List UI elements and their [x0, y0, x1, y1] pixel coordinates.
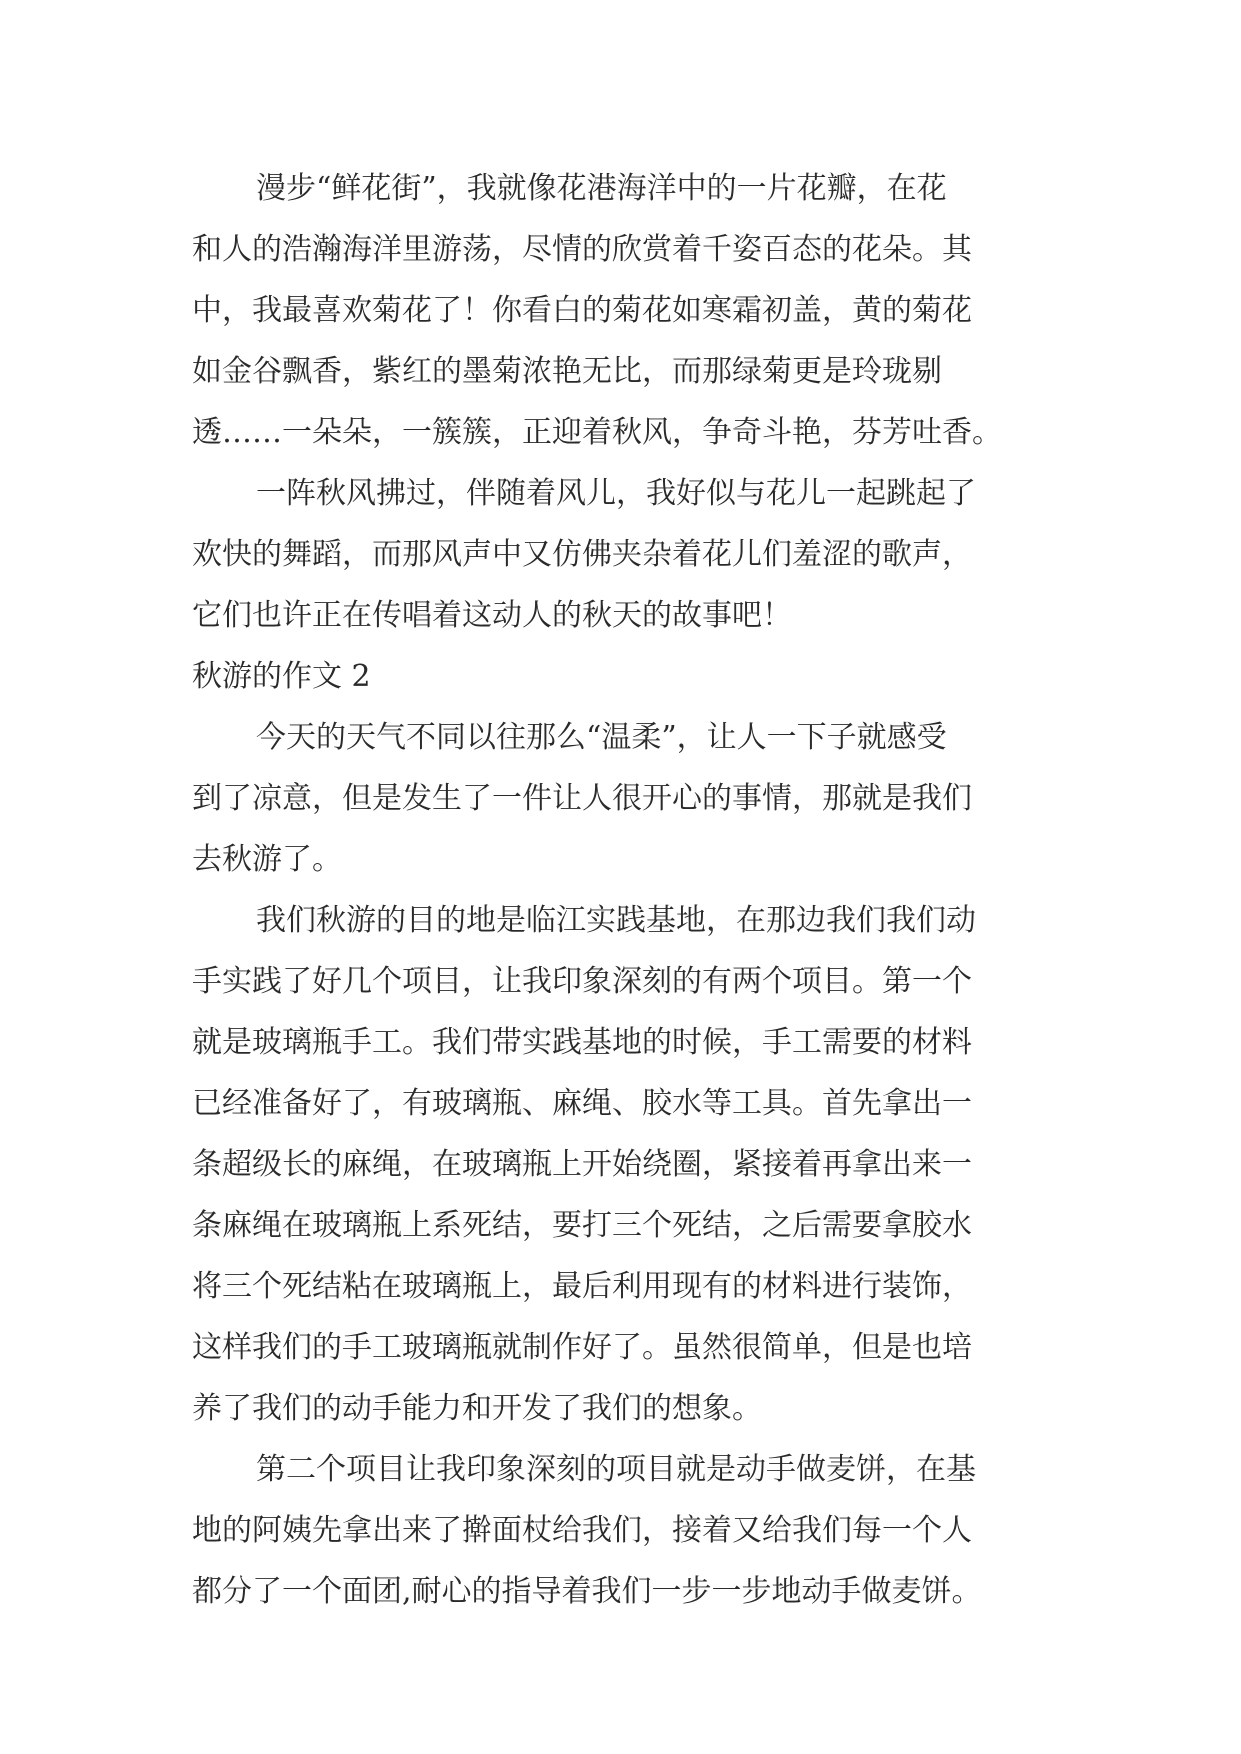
text-line: 手实践了好几个项目，让我印象深刻的有两个项目。第一个: [192, 964, 972, 999]
text-line: 条超级长的麻绳，在玻璃瓶上开始绕圈，紧接着再拿出来一: [192, 1147, 972, 1182]
section-heading: 秋游的作文 2: [192, 659, 371, 694]
text-line: 就是玻璃瓶手工。我们带实践基地的时候，手工需要的材料: [192, 1025, 972, 1060]
text-line: 今天的天气不同以往那么“温柔”，让人一下子就感受: [256, 720, 947, 755]
text-line: 一阵秋风拂过，伴随着风儿，我好似与花儿一起跳起了: [256, 476, 976, 511]
text-line: 透……一朵朵，一簇簇，正迎着秋风，争奇斗艳，芬芳吐香。: [192, 415, 1002, 450]
text-line: 到了凉意，但是发生了一件让人很开心的事情，那就是我们: [192, 781, 972, 816]
text-line: 中，我最喜欢菊花了！你看白的菊花如寒霜初盖，黄的菊花: [192, 293, 972, 328]
text-line: 和人的浩瀚海洋里游荡，尽情的欣赏着千姿百态的花朵。其: [192, 232, 972, 267]
text-line: 都分了一个面团,耐心的指导着我们一步一步地动手做麦饼。: [192, 1574, 982, 1609]
text-line: 去秋游了。: [192, 842, 342, 877]
text-line: 这样我们的手工玻璃瓶就制作好了。虽然很简单，但是也培: [192, 1330, 972, 1365]
text-line: 欢快的舞蹈，而那风声中又仿佛夹杂着花儿们羞涩的歌声，: [192, 537, 972, 572]
text-line: 将三个死结粘在玻璃瓶上，最后利用现有的材料进行装饰，: [192, 1269, 972, 1304]
text-line: 第二个项目让我印象深刻的项目就是动手做麦饼，在基: [256, 1452, 976, 1487]
text-line: 它们也许正在传唱着这动人的秋天的故事吧！: [192, 598, 792, 633]
text-line: 如金谷飘香，紫红的墨菊浓艳无比，而那绿菊更是玲珑剔: [192, 354, 942, 389]
text-line: 我们秋游的目的地是临江实践基地，在那边我们我们动: [256, 903, 976, 938]
text-line: 漫步“鲜花街”，我就像花港海洋中的一片花瓣，在花: [256, 171, 947, 206]
text-line: 条麻绳在玻璃瓶上系死结，要打三个死结，之后需要拿胶水: [192, 1208, 972, 1243]
text-line: 养了我们的动手能力和开发了我们的想象。: [192, 1391, 762, 1426]
text-line: 地的阿姨先拿出来了擀面杖给我们，接着又给我们每一个人: [192, 1513, 972, 1548]
text-line: 已经准备好了，有玻璃瓶、麻绳、胶水等工具。首先拿出一: [192, 1086, 972, 1121]
document-body: [192, 158, 1072, 1622]
